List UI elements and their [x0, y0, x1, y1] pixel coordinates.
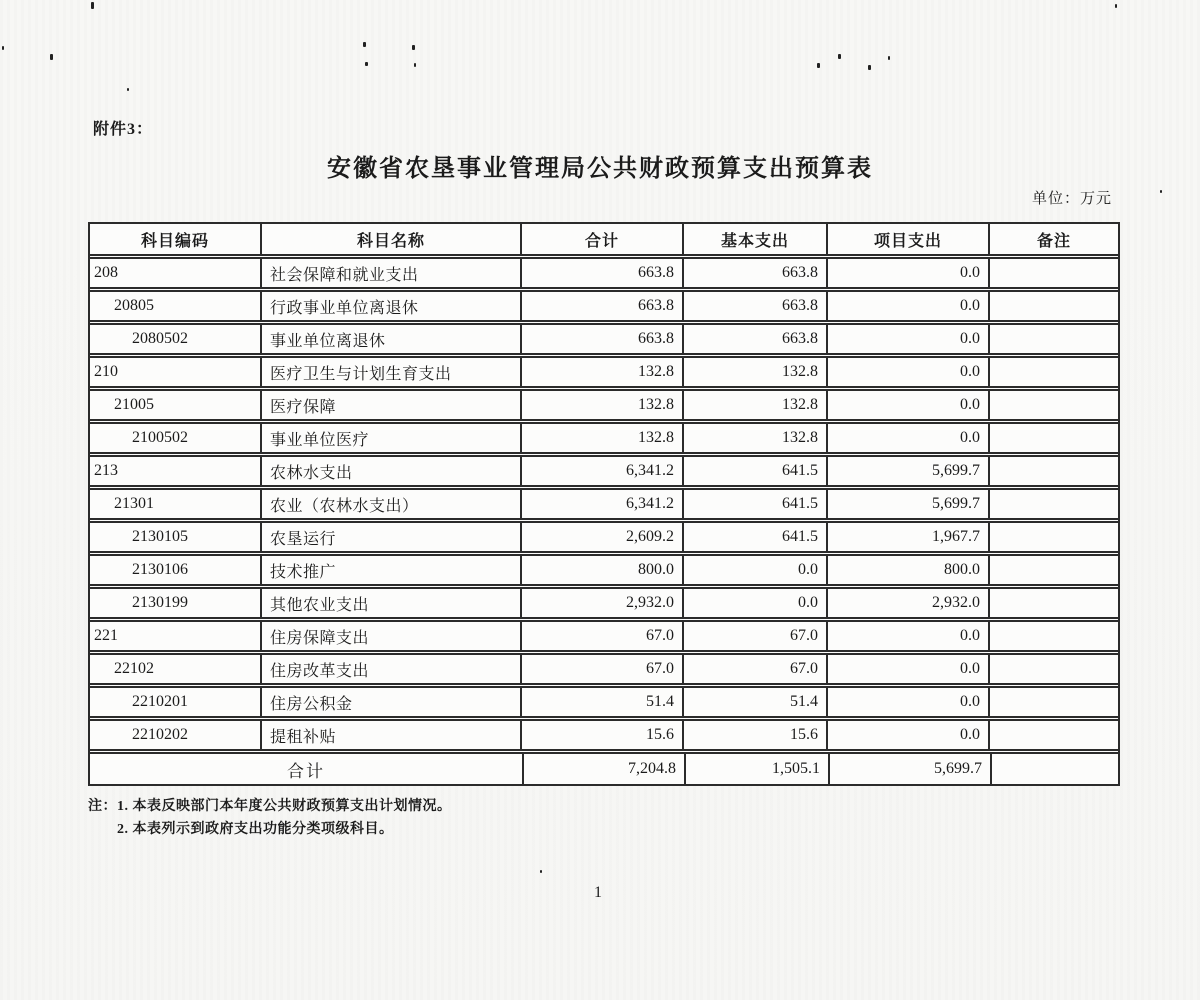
cell-remark: [992, 754, 1118, 784]
table-row: [90, 292, 1118, 325]
cell-total: 2,609.2: [522, 523, 684, 551]
column-header-3: 基本支出: [684, 224, 828, 254]
cell-project: 0.0: [828, 325, 990, 353]
cell-project: 0.0: [828, 688, 990, 716]
cell-basic: 132.8: [684, 424, 828, 452]
cell-name: 提租补贴: [262, 721, 522, 749]
table-row: [90, 622, 1118, 655]
table-row: [90, 325, 1118, 358]
cell-name: 其他农业支出: [262, 589, 522, 617]
page-title: 安徽省农垦事业管理局公共财政预算支出预算表: [327, 156, 873, 182]
cell-name: 行政事业单位离退休: [262, 292, 522, 320]
table-row: [90, 259, 1118, 292]
cell-name: 农垦运行: [262, 523, 522, 551]
cell-basic: 132.8: [684, 358, 828, 386]
table-row: [90, 688, 1118, 721]
cell-project: 0.0: [828, 292, 990, 320]
cell-name: 住房公积金: [262, 688, 522, 716]
cell-code: 210: [90, 358, 262, 386]
cell-code: 2130105: [90, 523, 262, 551]
cell-project: 5,699.7: [828, 490, 990, 518]
cell-remark: [990, 622, 1118, 650]
cell-basic: 0.0: [684, 589, 828, 617]
cell-remark: [990, 688, 1118, 716]
cell-remark: [990, 655, 1118, 683]
cell-remark: [990, 721, 1118, 749]
cell-code: 2130106: [90, 556, 262, 584]
table-row: [90, 556, 1118, 589]
cell-total: 663.8: [522, 259, 684, 287]
cell-code: 2080502: [90, 325, 262, 353]
column-header-4: 项目支出: [828, 224, 990, 254]
cell-basic: 641.5: [684, 523, 828, 551]
cell-project: 5,699.7: [830, 754, 992, 784]
table-header-row: [90, 224, 1118, 259]
cell-project: 0.0: [828, 391, 990, 419]
scan-speck: [838, 54, 841, 59]
cell-project: 5,699.7: [828, 457, 990, 485]
cell-total: 7,204.8: [524, 754, 686, 784]
cell-total: 2,932.0: [522, 589, 684, 617]
cell-project: 0.0: [828, 721, 990, 749]
table-row: [90, 391, 1118, 424]
table-row: [90, 424, 1118, 457]
cell-name: 社会保障和就业支出: [262, 259, 522, 287]
cell-name: 事业单位医疗: [262, 424, 522, 452]
scan-speck: [91, 2, 94, 9]
cell-basic: 67.0: [684, 622, 828, 650]
cell-name: 事业单位离退休: [262, 325, 522, 353]
table-row: [90, 457, 1118, 490]
cell-total: 132.8: [522, 424, 684, 452]
scan-speck: [365, 62, 368, 66]
cell-code: 21301: [90, 490, 262, 518]
cell-code: 20805: [90, 292, 262, 320]
scan-speck: [1160, 190, 1162, 193]
cell-code: 2210201: [90, 688, 262, 716]
cell-remark: [990, 523, 1118, 551]
cell-basic: 0.0: [684, 556, 828, 584]
scan-speck: [127, 88, 129, 91]
cell-name: 农业（农林水支出）: [262, 490, 522, 518]
cell-project: 2,932.0: [828, 589, 990, 617]
cell-basic: 641.5: [684, 457, 828, 485]
cell-project: 0.0: [828, 424, 990, 452]
scan-speck: [363, 42, 366, 47]
column-header-0: 科目编码: [90, 224, 262, 254]
cell-code: 21005: [90, 391, 262, 419]
column-header-2: 合计: [522, 224, 684, 254]
scan-speck: [1115, 4, 1117, 8]
attachment-label: 附件3：: [93, 121, 154, 138]
column-header-1: 科目名称: [262, 224, 522, 254]
cell-basic: 67.0: [684, 655, 828, 683]
cell-project: 0.0: [828, 655, 990, 683]
cell-name: 住房改革支出: [262, 655, 522, 683]
cell-code: 213: [90, 457, 262, 485]
cell-name: 农林水支出: [262, 457, 522, 485]
cell-name: 技术推广: [262, 556, 522, 584]
unit-label: 单位：万元: [1031, 191, 1112, 207]
total-label: 合计: [90, 754, 524, 784]
scan-speck: [540, 870, 542, 873]
cell-name: 医疗保障: [262, 391, 522, 419]
cell-remark: [990, 325, 1118, 353]
cell-total: 132.8: [522, 358, 684, 386]
scan-speck: [50, 54, 53, 60]
table-row: [90, 490, 1118, 523]
cell-total: 663.8: [522, 292, 684, 320]
cell-code: 2210202: [90, 721, 262, 749]
cell-basic: 1,505.1: [686, 754, 830, 784]
cell-remark: [990, 457, 1118, 485]
table-row: [90, 589, 1118, 622]
cell-remark: [990, 424, 1118, 452]
cell-total: 800.0: [522, 556, 684, 584]
cell-remark: [990, 589, 1118, 617]
note-line-1: 注：1. 本表反映部门本年度公共财政预算支出计划情况。: [88, 799, 452, 814]
cell-code: 2100502: [90, 424, 262, 452]
cell-code: 2130199: [90, 589, 262, 617]
cell-remark: [990, 556, 1118, 584]
cell-name: 医疗卫生与计划生育支出: [262, 358, 522, 386]
cell-basic: 663.8: [684, 292, 828, 320]
cell-basic: 663.8: [684, 259, 828, 287]
note-line-2: 2. 本表列示到政府支出功能分类项级科目。: [117, 822, 394, 837]
cell-code: 208: [90, 259, 262, 287]
cell-total: 6,341.2: [522, 457, 684, 485]
page-number: 1: [594, 884, 602, 901]
scan-speck: [414, 63, 416, 67]
cell-code: 22102: [90, 655, 262, 683]
cell-total: 663.8: [522, 325, 684, 353]
scan-speck: [2, 46, 4, 50]
scan-speck: [412, 45, 415, 50]
cell-remark: [990, 358, 1118, 386]
scan-speck: [888, 56, 890, 60]
cell-total: 67.0: [522, 655, 684, 683]
cell-basic: 132.8: [684, 391, 828, 419]
cell-total: 132.8: [522, 391, 684, 419]
cell-project: 0.0: [828, 358, 990, 386]
column-header-5: 备注: [990, 224, 1118, 254]
table-row: [90, 721, 1118, 754]
budget-table: [88, 222, 1120, 786]
cell-project: 0.0: [828, 259, 990, 287]
cell-total: 15.6: [522, 721, 684, 749]
scan-speck: [817, 63, 820, 68]
table-total-row: [90, 754, 1118, 784]
cell-remark: [990, 259, 1118, 287]
cell-project: 800.0: [828, 556, 990, 584]
cell-basic: 15.6: [684, 721, 828, 749]
cell-code: 221: [90, 622, 262, 650]
cell-remark: [990, 490, 1118, 518]
scan-speck: [868, 65, 871, 70]
table-row: [90, 358, 1118, 391]
cell-project: 1,967.7: [828, 523, 990, 551]
cell-project: 0.0: [828, 622, 990, 650]
cell-total: 6,341.2: [522, 490, 684, 518]
cell-total: 51.4: [522, 688, 684, 716]
cell-basic: 51.4: [684, 688, 828, 716]
cell-total: 67.0: [522, 622, 684, 650]
cell-remark: [990, 391, 1118, 419]
table-row: [90, 523, 1118, 556]
cell-name: 住房保障支出: [262, 622, 522, 650]
cell-basic: 641.5: [684, 490, 828, 518]
table-row: [90, 655, 1118, 688]
cell-basic: 663.8: [684, 325, 828, 353]
cell-remark: [990, 292, 1118, 320]
table-body: [90, 259, 1118, 784]
